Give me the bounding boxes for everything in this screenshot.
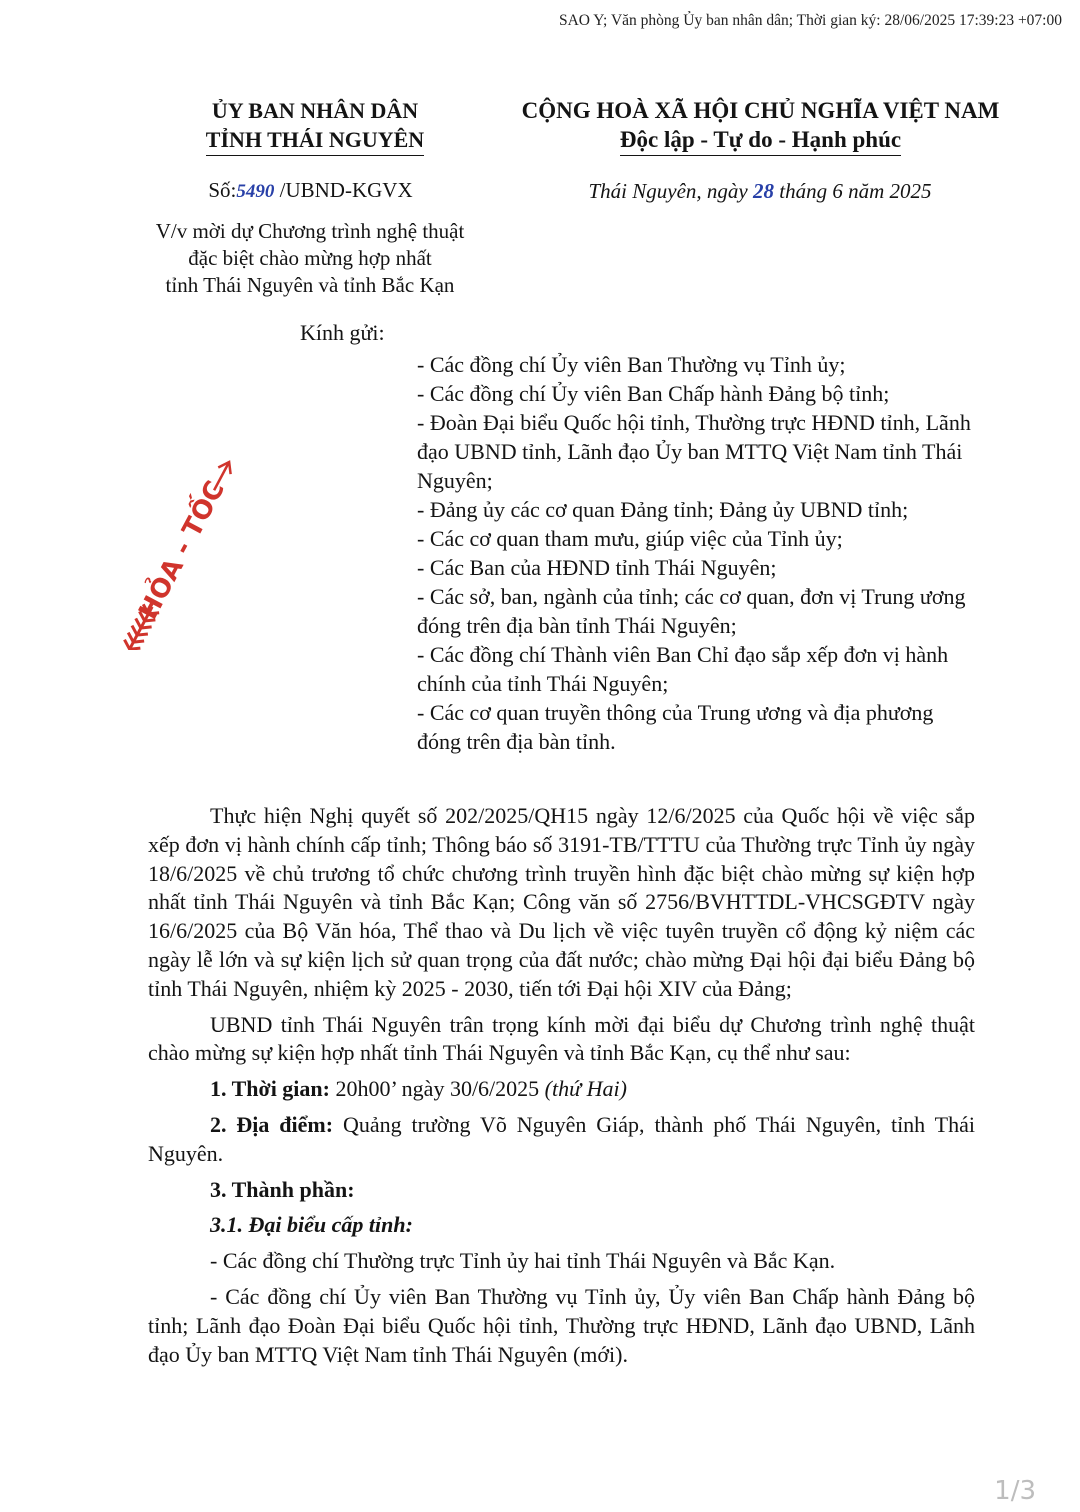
recipient-item: - Các Ban của HĐND tỉnh Thái Nguyên;	[417, 555, 777, 580]
delegate-item: - Các đồng chí Ủy viên Ban Thường vụ Tỉnh ủy, Ủy viên Ban Chấp hành Đảng bộ tỉnh; Lãnh đạo Đoàn Đại biểu Quốc hội tỉnh, Thường trực HĐND, Lãnh đạo UBND, Lãnh đạo Ủy ban MTTQ Việt Nam tỉnh Thái Nguyên (mới).	[148, 1283, 975, 1367]
doc-number-suffix: /UBND-KGVX	[279, 178, 413, 202]
document-number	[158, 178, 463, 203]
place-value: Quảng trường Võ Nguyên Giáp, thành phố Thái Nguyên, tỉnh Thái Nguyên.	[148, 1111, 975, 1166]
recipient-item: - Các đồng chí Ủy viên Ban Thường vụ Tỉnh ủy;	[417, 352, 846, 377]
page-indicator: 1/3	[994, 1476, 1036, 1506]
recipient-item: - Các cơ quan truyền thông của Trung ương và địa phương đóng trên địa bàn tỉnh.	[417, 700, 934, 754]
recipient-list	[417, 350, 977, 756]
place-item	[148, 1111, 975, 1169]
recipient-item: - Các đồng chí Ủy viên Ban Chấp hành Đảng bộ tỉnh;	[417, 381, 890, 406]
subject-line-3: tỉnh Thái Nguyên và tỉnh Bắc Kạn	[165, 273, 455, 297]
place-date-suffix: tháng 6 năm 2025	[773, 179, 932, 203]
recipient-item: - Đoàn Đại biểu Quốc hội tỉnh, Thường trực HĐND tỉnh, Lãnh đạo UBND tỉnh, Lãnh đạo Ủy ban MTTQ Việt Nam tỉnh Thái Nguyên;	[417, 410, 971, 493]
time-label: 1. Thời gian:	[210, 1076, 330, 1102]
digital-signature-line: SAO Y; Văn phòng Ủy ban nhân dân; Thời gian ký: 28/06/2025 17:39:23 +07:00	[558, 12, 1062, 29]
place-label: 2. Địa điểm:	[210, 1111, 334, 1137]
national-title: CỘNG HOÀ XÃ HỘI CHỦ NGHĨA VIỆT NAM	[521, 98, 1000, 123]
place-and-date	[520, 179, 1000, 204]
issuer-line-2: TỈNH THÁI NGUYÊN	[206, 125, 424, 156]
members-heading: 3. Thành phần:	[210, 1176, 355, 1202]
recipient-item: - Đảng ủy các cơ quan Đảng tỉnh; Đảng ủy UBND tỉnh;	[417, 497, 909, 522]
time-weekday: (thứ Hai)	[544, 1076, 627, 1102]
kinh-gui-label: Kính gửi:	[300, 320, 385, 345]
recipient-item: - Các sở, ban, ngành của tỉnh; các cơ quan, đơn vị Trung ương đóng trên địa bàn tỉnh Thái Nguyên;	[417, 584, 966, 638]
issuer-line-1: ỦY BAN NHÂN DÂN	[211, 98, 419, 123]
urgent-stamp-icon	[100, 440, 270, 650]
national-motto: Độc lập - Tự do - Hạnh phúc	[620, 125, 901, 156]
doc-number-prefix: Số:	[208, 178, 237, 202]
stamp-text: HỎA - TỐC	[133, 476, 232, 625]
body-paragraph-invitation: UBND tỉnh Thái Nguyên trân trọng kính mời đại biểu dự Chương trình nghệ thuật chào mừng sự kiện hợp nhất tỉnh Thái Nguyên và tỉnh Bắc Kạn, cụ thể như sau:	[148, 1011, 975, 1066]
subject-line-1: V/v mời dự Chương trình nghệ thuật	[155, 219, 465, 243]
provincial-delegates-heading: 3.1. Đại biểu cấp tỉnh:	[210, 1212, 413, 1238]
document-body	[148, 802, 975, 1369]
national-header	[498, 96, 1023, 156]
time-item	[148, 1075, 975, 1104]
doc-number-handwritten: 5490	[236, 181, 275, 202]
subject-block	[110, 218, 510, 299]
delegate-item: - Các đồng chí Thường trực Tỉnh ủy hai tỉnh Thái Nguyên và Bắc Kạn.	[210, 1248, 836, 1274]
recipient-item: - Các đồng chí Thành viên Ban Chỉ đạo sắp xếp đơn vị hành chính của tỉnh Thái Nguyên;	[417, 642, 949, 696]
place-date-prefix: Thái Nguyên, ngày	[588, 179, 753, 203]
issuer-header	[150, 96, 480, 156]
subject-line-2: đặc biệt chào mừng hợp nhất	[188, 246, 432, 270]
recipient-item: - Các cơ quan tham mưu, giúp việc của Tỉnh ủy;	[417, 526, 843, 551]
body-paragraph-legal-basis: Thực hiện Nghị quyết số 202/2025/QH15 ngày 12/6/2025 của Quốc hội về việc sắp xếp đơn vị hành chính cấp tỉnh; Thông báo số 3191-TB/TTTU của Thường trực Tỉnh ủy ngày 18/6/2025 về chủ trương tổ chức chương trình truyền hình đặc biệt chào mừng sự kiện hợp nhất tỉnh Thái Nguyên và tỉnh Bắc Kạn; Công văn số 2756/BVHTTDL-VHCSGĐTV ngày 16/6/2025 của Bộ Văn hóa, Thể thao và Du lịch về việc tuyên truyền cổ động kỷ niệm các ngày lễ lớn và sự kiện lịch sử quan trọng của đất nước; chào mừng Đại hội đại biểu Đảng bộ tỉnh Thái Nguyên, nhiệm kỳ 2025 - 2030, tiến tới Đại hội XIV của Đảng;	[148, 803, 975, 1001]
time-value: 20h00’ ngày 30/6/2025	[329, 1076, 545, 1102]
date-day-handwritten: 28	[752, 179, 774, 203]
urgent-stamp	[100, 440, 270, 650]
